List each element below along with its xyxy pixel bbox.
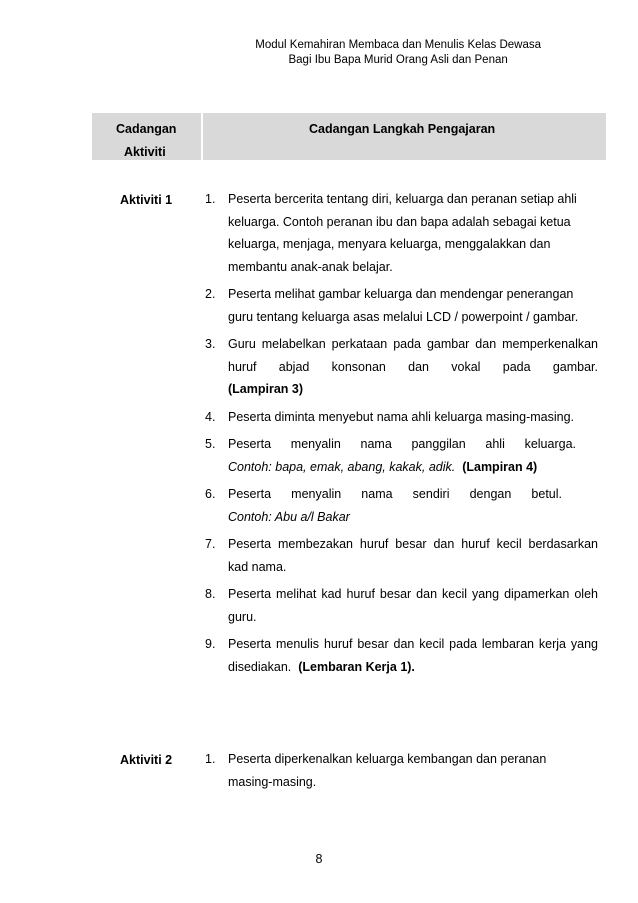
step-number: 8. bbox=[205, 587, 216, 601]
step-line: Peserta membezakan huruf besar dan huruf kecil berdasarkan bbox=[228, 537, 598, 551]
step-line: Peserta melihat gambar keluarga dan mendengar penerangan bbox=[228, 287, 574, 301]
header-cell-activity bbox=[92, 113, 201, 160]
step-line: Peserta menulis huruf besar dan kecil pada lembaran kerja yang bbox=[228, 637, 598, 651]
running-header bbox=[255, 38, 541, 68]
step-example: Contoh: bapa, emak, abang, kakak, adik. bbox=[228, 459, 456, 474]
step-line: membantu anak-anak belajar. bbox=[228, 259, 393, 274]
step-number: 1. bbox=[205, 192, 216, 206]
step-reference: (Lampiran 4) bbox=[462, 459, 538, 474]
step-number: 9. bbox=[205, 637, 216, 651]
activity-1-step-5 bbox=[205, 433, 598, 478]
activity-1-step-6 bbox=[205, 483, 598, 528]
step-number: 5. bbox=[205, 437, 216, 451]
activity-1-step-4 bbox=[205, 406, 598, 429]
step-line: Guru melabelkan perkataan pada gambar dan memperkenalkan bbox=[228, 337, 598, 351]
step-line: guru tentang keluarga asas melalui LCD / powerpoint / gambar. bbox=[228, 309, 579, 324]
header-cell-activity-line-1: Cadangan bbox=[116, 122, 177, 136]
step-number: 6. bbox=[205, 487, 216, 501]
activity-1-step-1 bbox=[205, 188, 598, 278]
step-line: Peserta melihat kad huruf besar dan kecil yang dipamerkan oleh bbox=[228, 587, 598, 601]
activity-1-step-8 bbox=[205, 583, 598, 628]
step-line: keluarga. Contoh peranan ibu dan bapa adalah sebagai ketua bbox=[228, 214, 571, 229]
activity-1-label: Aktiviti 1 bbox=[120, 193, 173, 207]
activity-2-step-1 bbox=[205, 748, 598, 793]
step-number: 2. bbox=[205, 287, 216, 301]
header-cell-activity-line-2: Aktiviti bbox=[124, 145, 166, 159]
table-header bbox=[92, 113, 606, 160]
step-line: Peserta bercerita tentang diri, keluarga dan peranan setiap ahli bbox=[228, 192, 577, 206]
step-line: disediakan. bbox=[228, 659, 292, 674]
activity-2-label: Aktiviti 2 bbox=[120, 753, 173, 767]
step-number: 4. bbox=[205, 409, 216, 424]
header-line-1: Modul Kemahiran Membaca dan Menulis Kelas Dewasa bbox=[255, 39, 541, 51]
step-line: huruf abjad konsonan dan vokal pada gambar. bbox=[228, 359, 598, 374]
step-line: guru. bbox=[228, 609, 257, 624]
activity-1-steps bbox=[205, 188, 598, 683]
step-line: Peserta diminta menyebut nama ahli keluarga masing-masing. bbox=[228, 409, 575, 424]
step-line: keluarga, menjaga, menyara keluarga, menggalakkan dan bbox=[228, 237, 551, 251]
step-line: Peserta diperkenalkan keluarga kembangan dan peranan bbox=[228, 752, 547, 766]
step-line-with-ref bbox=[228, 656, 598, 679]
header-cell-steps bbox=[203, 113, 606, 160]
activity-1-step-3 bbox=[205, 333, 598, 401]
step-number: 3. bbox=[205, 337, 216, 351]
activity-1-step-2 bbox=[205, 283, 598, 328]
header-line-2: Bagi Ibu Bapa Murid Orang Asli dan Penan bbox=[288, 54, 508, 66]
activity-1-step-7 bbox=[205, 533, 598, 578]
step-number: 1. bbox=[205, 752, 216, 766]
step-example: Contoh: Abu a/l Bakar bbox=[228, 509, 350, 524]
activity-1-step-9 bbox=[205, 633, 598, 678]
header-cell-steps-text: Cadangan Langkah Pengajaran bbox=[309, 122, 496, 136]
activity-2-steps bbox=[205, 748, 598, 798]
step-number: 7. bbox=[205, 537, 216, 551]
step-reference: (Lampiran 3) bbox=[228, 382, 304, 396]
step-line: Peserta menyalin nama panggilan ahli keluarga. bbox=[228, 437, 576, 451]
step-line: kad nama. bbox=[228, 559, 287, 574]
step-example-line bbox=[228, 456, 598, 479]
step-line: masing-masing. bbox=[228, 774, 317, 789]
page-number: 8 bbox=[315, 852, 323, 866]
step-reference: (Lembaran Kerja 1). bbox=[298, 659, 415, 674]
step-line: Peserta menyalin nama sendiri dengan betul. bbox=[228, 487, 562, 501]
